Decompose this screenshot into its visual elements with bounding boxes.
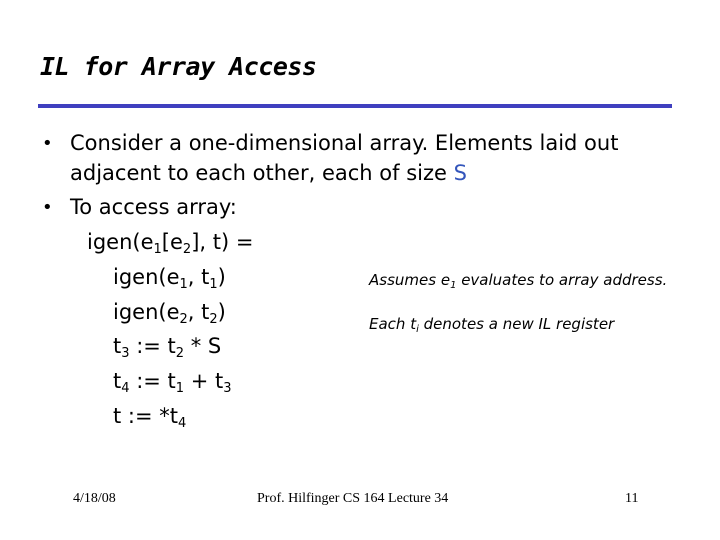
title-underline bbox=[38, 104, 672, 108]
bullet-1-text: adjacent to each other, each of size bbox=[70, 161, 454, 185]
bullet-1-line-1: Consider a one-dimensional array. Elements laid out bbox=[70, 131, 619, 155]
footer-date: 4/18/08 bbox=[73, 491, 116, 506]
code-line-4: $t_3$ := $t_2$ * S bbox=[113, 334, 222, 361]
bullet-marker: • bbox=[42, 133, 53, 154]
code-line-1: $igen(e_1[e_2]$, t) = bbox=[87, 230, 254, 257]
size-variable: S bbox=[453, 161, 467, 185]
bullet-2-text: To access array: bbox=[70, 195, 237, 219]
code-line-5: $t_4$ := $t_1 + t_3$ bbox=[113, 369, 232, 396]
note-array-address: Assumes $e_1$ evaluates to array address. bbox=[369, 271, 668, 291]
bullet-1-line-2 bbox=[70, 163, 467, 184]
footer-page-number: 11 bbox=[625, 491, 639, 506]
note-il-register: Each $t_i$ denotes a new IL register bbox=[369, 315, 615, 335]
bullet-marker: • bbox=[42, 197, 53, 218]
footer-lecture: Prof. Hilfinger CS 164 Lecture 34 bbox=[257, 491, 449, 506]
code-line-6: t := $*t_4$ bbox=[113, 404, 187, 431]
slide-title: IL for Array Access bbox=[40, 52, 317, 81]
code-line-2: $igen(e_1$, $t_1$) bbox=[113, 265, 226, 292]
code-line-3: $igen(e_2$, $t_2$) bbox=[113, 300, 226, 327]
